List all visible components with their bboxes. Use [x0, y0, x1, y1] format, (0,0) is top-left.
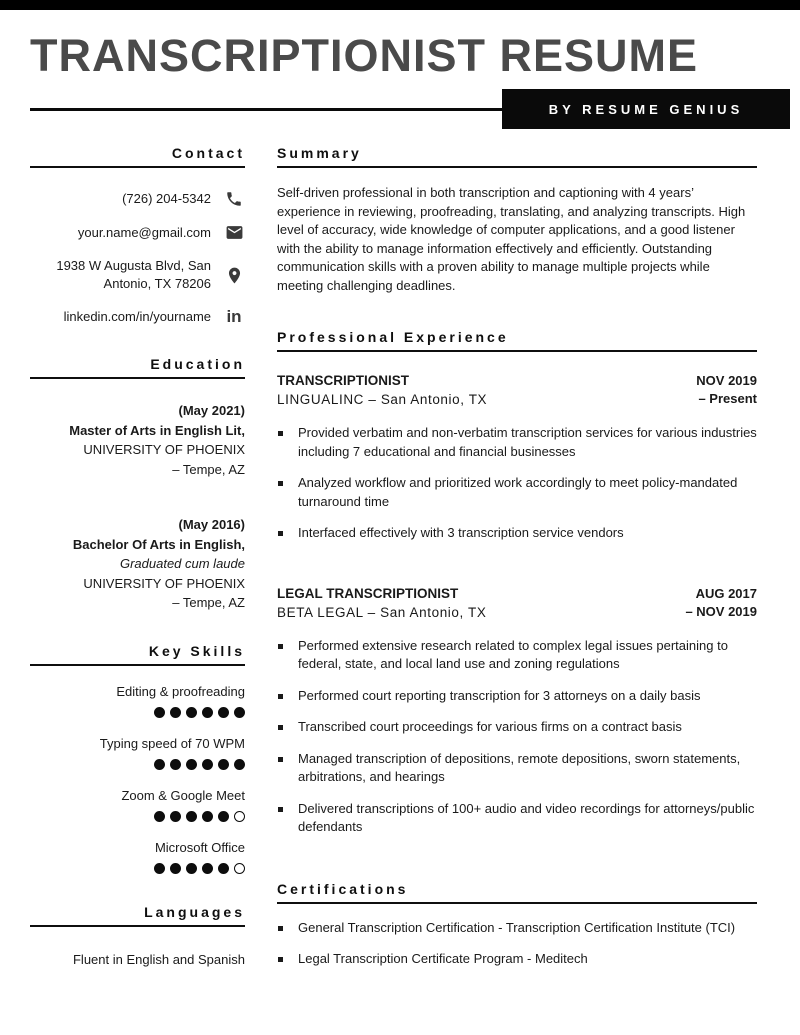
- skill-dot: [202, 863, 213, 874]
- contact-item-address: [30, 257, 245, 293]
- contact-section: [30, 145, 245, 326]
- education-degree: Bachelor Of Arts in English,: [72, 536, 245, 552]
- job-bullet: Provided verbatim and non-verbatim transcription services for various industries including 7 educational and financial businesses: [277, 424, 757, 461]
- job-title: TRANSCRIPTIONIST: [277, 373, 410, 388]
- job-title: LEGAL TRANSCRIPTIONIST: [277, 585, 459, 601]
- education-entry: [30, 401, 245, 479]
- languages-heading: Languages: [30, 904, 245, 927]
- certification-list: [277, 919, 757, 969]
- education-heading: Education: [30, 356, 245, 379]
- job-dates: [696, 372, 757, 408]
- job-date-start: AUG 2017: [695, 585, 757, 601]
- skill-dot: [234, 811, 245, 822]
- byline-divider-line: [30, 108, 502, 111]
- education-date: (May 2016): [178, 517, 245, 532]
- phone-number: (726) 204-5342: [122, 191, 211, 206]
- certification-item: Legal Transcription Certificate Program - Meditech: [277, 950, 757, 969]
- education-school: UNIVERSITY OF PHOENIX: [83, 442, 245, 457]
- experience-heading: Professional Experience: [277, 329, 757, 352]
- summary-text: Self-driven professional in both transcription and captioning with 4 years’ experience in reviewing, proofreading, translating, and analyzing transcripts. High level of accuracy, wide knowledge of computer applications, and a good listener with the ability to manage information effectively and efficiently. Outstanding communication skills with a proven ability to manage multiple projects while meeting challenging deadlines.: [277, 185, 746, 293]
- skill-dot: [202, 759, 213, 770]
- certification-item: General Transcription Certification - Transcription Certification Institute (TCI): [277, 919, 737, 938]
- contact-heading: Contact: [30, 145, 245, 168]
- skill-label: Typing speed of 70 WPM: [99, 735, 245, 751]
- job-company: LINGUALINC – San Antonio, TX: [277, 392, 488, 407]
- skill-dot: [218, 759, 229, 770]
- job-bullet: Transcribed court proceedings for various firms on a contract basis: [277, 718, 757, 737]
- street-address: 1938 W Augusta Blvd, San Antonio, TX 78206: [56, 258, 211, 291]
- skill-dot: [154, 707, 165, 718]
- contact-item-phone: [30, 190, 245, 208]
- skill-rating: [30, 707, 245, 718]
- job-date-start: NOV 2019: [696, 373, 757, 388]
- language-item: Fluent in English and Spanish: [72, 951, 245, 967]
- job-entry: [277, 372, 757, 543]
- skill-label: Zoom & Google Meet: [121, 787, 245, 803]
- location-icon: [223, 266, 245, 285]
- experience-section: [277, 329, 757, 837]
- skill-dot: [202, 811, 213, 822]
- skill-rating: [30, 811, 245, 822]
- contact-list: [30, 190, 245, 326]
- skill-dot: [186, 759, 197, 770]
- job-bullet-list: [277, 637, 757, 837]
- email-icon: [223, 223, 245, 242]
- job-bullet: Managed transcription of depositions, remote depositions, sworn statements, arbitrations, and hearings: [277, 750, 757, 787]
- top-accent-bar: [0, 0, 800, 10]
- sidebar: [30, 145, 245, 982]
- job-title-block: [277, 372, 487, 409]
- job-dates: [685, 585, 757, 621]
- key-skills-section: [30, 643, 245, 874]
- education-honors: Graduated cum laude: [119, 556, 245, 571]
- skill-rating: [30, 863, 245, 874]
- job-bullet: Delivered transcriptions of 100+ audio and video recordings for attorneys/public defendants: [277, 800, 757, 837]
- skill-dot: [202, 707, 213, 718]
- job-date-end: – NOV 2019: [685, 603, 757, 619]
- byline-badge: [502, 89, 790, 129]
- job-bullet: Performed court reporting transcription for 3 attorneys on a daily basis: [277, 687, 757, 706]
- job-bullet: Analyzed workflow and prioritized work accordingly to meet policy-mandated turnaround time: [277, 474, 757, 511]
- job-header: [277, 585, 757, 622]
- education-degree: Master of Arts in English Lit,: [69, 422, 245, 438]
- certifications-section: [277, 881, 757, 969]
- skill-label: Microsoft Office: [154, 839, 245, 855]
- skill-dot: [170, 863, 181, 874]
- linkedin-url: linkedin.com/in/yourname: [63, 309, 211, 324]
- byline-row: [30, 89, 790, 129]
- job-entry: [277, 585, 757, 837]
- education-section: [30, 356, 245, 613]
- skill-label: Editing & proofreading: [116, 683, 245, 699]
- phone-icon: [223, 190, 245, 208]
- page-title: TRANSCRIPTIONIST RESUME: [30, 30, 699, 81]
- contact-item-linkedin: [30, 308, 245, 326]
- job-bullet: Performed extensive research related to complex legal issues pertaining to federal, state, and local land use and zoning regulations: [277, 637, 757, 674]
- skill-dot: [234, 707, 245, 718]
- summary-heading: Summary: [277, 145, 757, 168]
- skill-dot: [186, 863, 197, 874]
- skill-dot: [234, 863, 245, 874]
- job-title-block: [277, 585, 486, 622]
- job-bullet-list: [277, 424, 757, 543]
- skill-dot: [154, 863, 165, 874]
- skill-dot: [218, 707, 229, 718]
- certifications-heading: Certifications: [277, 881, 757, 904]
- skill-dot: [170, 759, 181, 770]
- skill-dot: [218, 863, 229, 874]
- job-bullet: Interfaced effectively with 3 transcription service vendors: [277, 524, 757, 543]
- education-school: UNIVERSITY OF PHOENIX: [83, 575, 245, 591]
- content-columns: [30, 145, 757, 982]
- job-date-end: – Present: [698, 391, 757, 406]
- education-location: – Tempe, AZ: [172, 595, 245, 610]
- languages-section: [30, 904, 245, 969]
- key-skills-heading: Key Skills: [30, 643, 245, 666]
- skill-item: [30, 683, 245, 718]
- education-list: [30, 401, 245, 613]
- linkedin-icon: in: [226, 307, 242, 326]
- skill-dot: [170, 707, 181, 718]
- main-column: [277, 145, 757, 982]
- skill-item: [30, 787, 245, 822]
- skill-dot: [154, 759, 165, 770]
- job-company: BETA LEGAL – San Antonio, TX: [277, 604, 487, 620]
- summary-section: [277, 145, 757, 295]
- skill-dot: [170, 811, 181, 822]
- email-address: your.name@gmail.com: [77, 224, 211, 240]
- skill-dot: [234, 759, 245, 770]
- education-location: – Tempe, AZ: [172, 461, 245, 477]
- skills-list: [30, 683, 245, 874]
- skill-dot: [154, 811, 165, 822]
- byline-text: BY RESUME GENIUS: [548, 101, 744, 117]
- skill-rating: [30, 759, 245, 770]
- job-header: [277, 372, 757, 409]
- education-date: (May 2021): [178, 403, 245, 418]
- contact-item-email: [30, 223, 245, 242]
- skill-dot: [186, 707, 197, 718]
- skill-item: [30, 839, 245, 874]
- skill-dot: [186, 811, 197, 822]
- skill-dot: [218, 811, 229, 822]
- skill-item: [30, 735, 245, 770]
- education-entry: [30, 515, 245, 613]
